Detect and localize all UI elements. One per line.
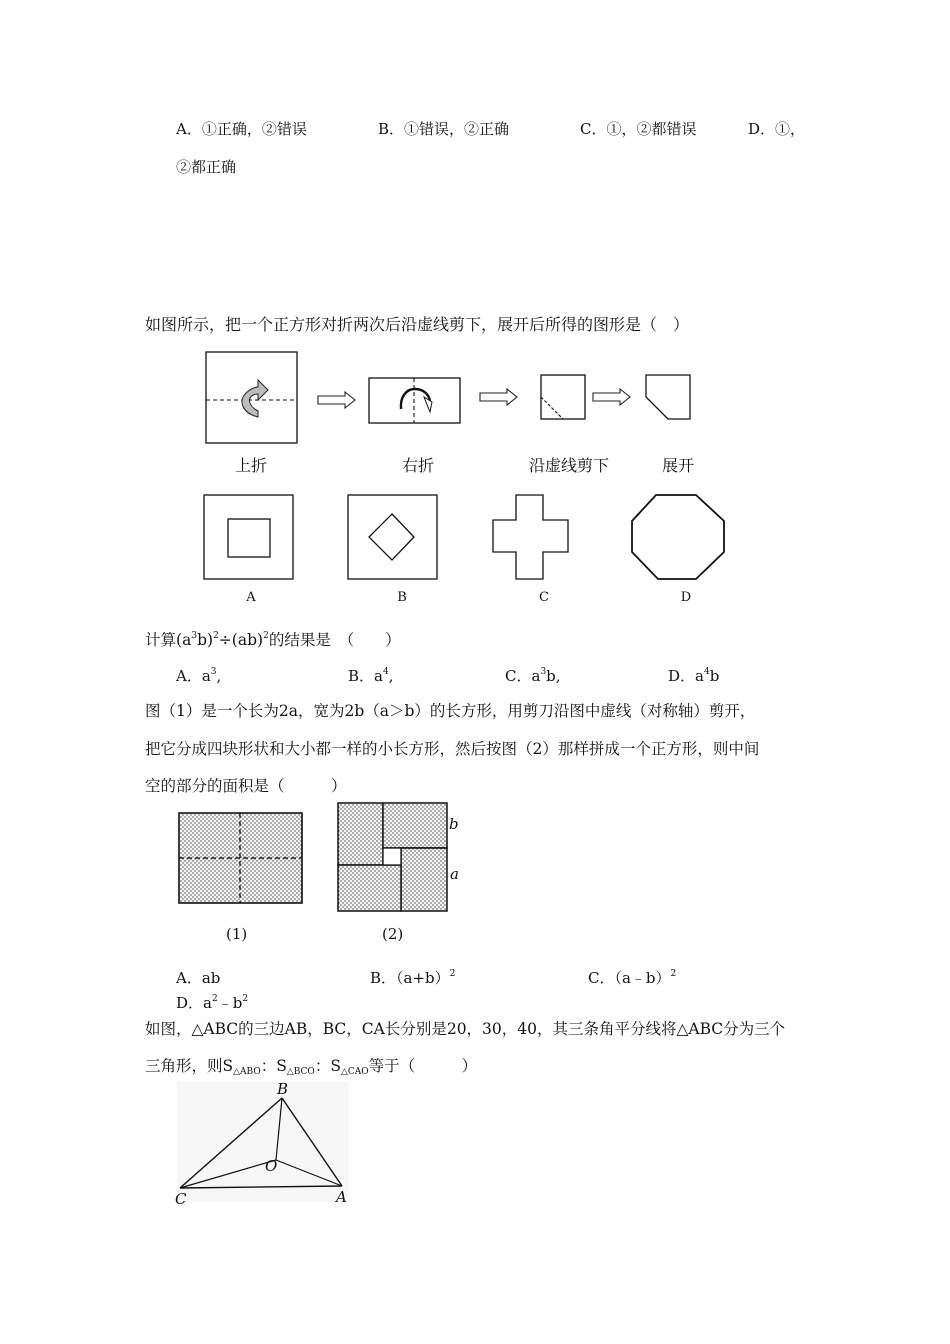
side-label-a: a [450,865,459,883]
q5-question-line-1: 如图，△ABC的三边AB，BC，CA长分别是20，30，40，其三条角平分线将△ABC分为三个 [145,1020,786,1038]
cut-square [541,375,585,419]
triangle-figure [172,1080,357,1210]
side-label-b: b [449,815,459,833]
q1-option-d[interactable]: D．①， [748,120,806,138]
q4-option-a[interactable]: A．ab [176,969,221,987]
q4-question-line-3: 空的部分的面积是（ ） [145,777,347,795]
step-label-fold-up: 上折 [234,456,267,475]
shape-c-cross [493,495,568,579]
shape-a-inner-square [228,519,270,557]
right-arrow-icon [480,389,517,405]
center-hole [383,848,401,865]
figure-1-label: (1) [226,925,248,943]
shape-d-octagon [632,495,724,579]
right-arrow-icon [318,392,355,408]
vertex-label-c: C [175,1190,187,1208]
choice-label-a[interactable]: A [246,590,256,605]
answer-shapes-figure [200,490,740,585]
q3-option-c[interactable]: C．$a^3b$, [505,667,561,685]
rectangle-figures [172,800,472,950]
q5-question-line-2: 三角形，则$S_{\triangle ABO}$：$S_{\triangle BCO}$：$S_{\triangle CAO}$等于（ ） [145,1057,478,1077]
q3-question: 计算$(a^3b)^2\div(ab)^2$的结果是 （ ） [145,631,401,649]
figure-2-square [338,803,447,911]
choice-label-c[interactable]: C [539,590,549,605]
q4-option-c[interactable]: C．（a﹣b）$^2$ [588,969,677,987]
q3-option-a[interactable]: A．$a^3$, [176,667,222,685]
choice-label-d[interactable]: D [680,590,692,605]
q2-question: 如图所示，把一个正方形对折两次后沿虚线剪下，展开后所得的图形是（ ） [145,315,690,334]
unfolded-shape [646,375,690,419]
q1-option-c[interactable]: C．①，②都错误 [580,120,697,138]
choice-label-b[interactable]: B [397,590,407,605]
q4-option-d[interactable]: D．$a^2﹣b^2$ [176,994,249,1012]
folding-steps-figure [200,345,720,450]
q4-question-line-1: 图（1）是一个长为2a，宽为2b（a＞b）的长方形，用剪刀沿图中虚线（对称轴）剪开， [145,702,756,720]
step-label-unfold: 展开 [661,456,694,475]
q1-option-d-continued: ②都正确 [176,158,237,176]
q4-question-line-2: 把它分成四块形状和大小都一样的小长方形，然后按图（2）那样拼成一个正方形，则中间 [145,740,760,758]
figure-2-label: (2) [382,925,404,943]
q1-option-b[interactable]: B．①错误，②正确 [378,120,510,138]
vertex-label-o: O [265,1157,278,1175]
q3-option-d[interactable]: D．$a^4b$ [668,667,720,685]
vertex-label-b: B [277,1080,289,1098]
step-label-fold-right: 右折 [401,456,434,475]
right-arrow-icon [593,389,630,405]
vertex-label-a: A [336,1188,347,1206]
fold-up-square [206,352,297,443]
q4-option-b[interactable]: B．$(a+b)^2$ [370,969,456,987]
step-label-cut: 沿虚线剪下 [528,456,609,475]
q3-option-b[interactable]: B．$a^4$, [348,667,394,685]
q1-option-a[interactable]: A．①正确，②错误 [176,120,307,138]
